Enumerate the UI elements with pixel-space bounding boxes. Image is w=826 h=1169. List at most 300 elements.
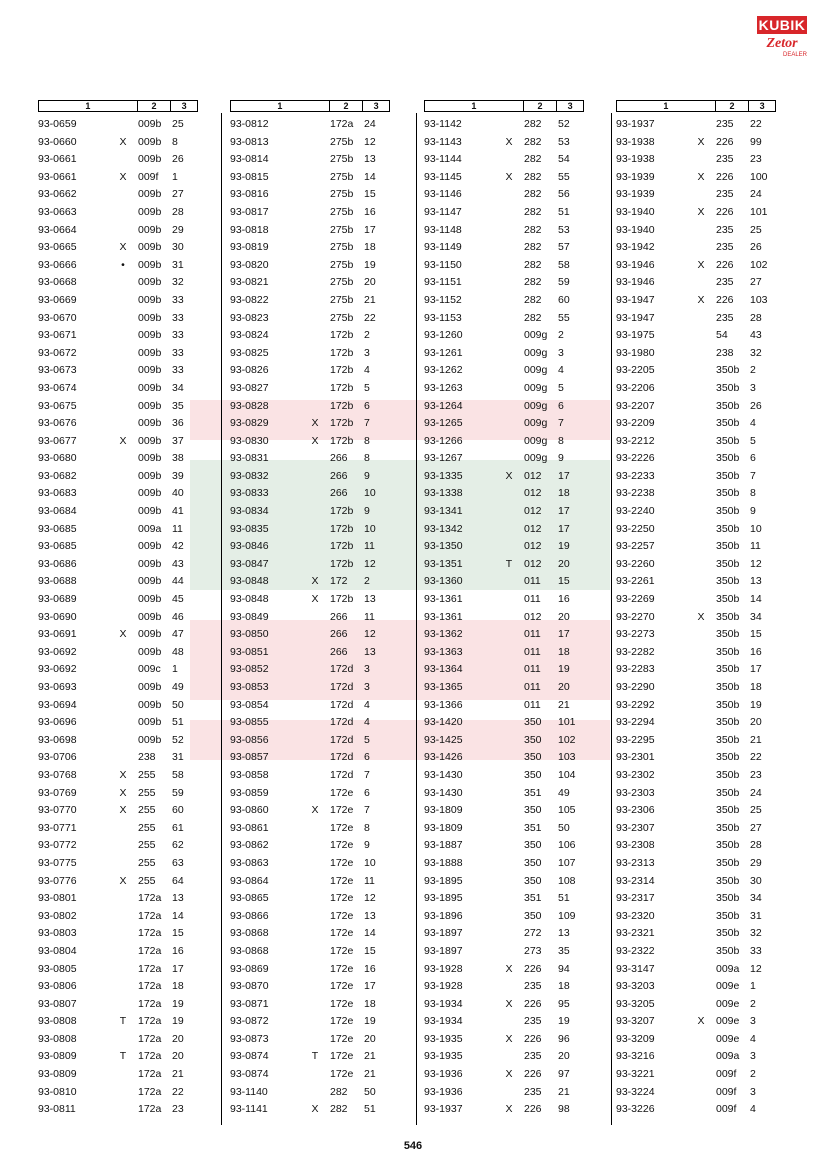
part-number: 93-1143 xyxy=(424,135,462,148)
part-number: 93-1935 xyxy=(424,1032,463,1045)
mark xyxy=(108,556,138,574)
reference: 350b xyxy=(716,892,740,905)
part-number: 93-0862 xyxy=(230,839,269,852)
header-c3: 3 xyxy=(759,101,765,111)
part-number: 93-1895 xyxy=(424,874,463,887)
position: 25 xyxy=(172,118,184,130)
reference: 350b xyxy=(716,610,740,623)
part-number: 93-3205 xyxy=(616,997,655,1010)
table-row xyxy=(616,1031,776,1049)
position: 17 xyxy=(172,962,184,975)
mark xyxy=(108,837,138,855)
mark xyxy=(686,433,716,451)
table-row xyxy=(424,398,584,416)
mark xyxy=(686,538,716,556)
position: 20 xyxy=(750,716,762,729)
reference: 282 xyxy=(524,241,542,254)
table-row xyxy=(616,908,776,926)
mark xyxy=(686,1048,716,1066)
table-row xyxy=(38,345,198,363)
position: 22 xyxy=(750,751,762,764)
reference: 255 xyxy=(138,856,156,869)
position: 101 xyxy=(750,205,768,218)
reference: 235 xyxy=(716,276,734,289)
position: 4 xyxy=(364,364,370,377)
part-number: 93-0822 xyxy=(230,293,269,306)
mark xyxy=(108,609,138,627)
table-row xyxy=(424,1031,584,1049)
position: 52 xyxy=(558,118,570,130)
reference: 351 xyxy=(524,892,542,905)
table-row xyxy=(38,785,198,803)
part-number: 93-0851 xyxy=(230,645,269,658)
part-number: 93-1934 xyxy=(424,1015,463,1028)
reference: 009b xyxy=(138,381,162,394)
reference: 272 xyxy=(524,927,542,940)
table-row xyxy=(38,222,198,240)
position: 98 xyxy=(558,1103,570,1116)
table-row xyxy=(38,961,198,979)
part-number: 93-1928 xyxy=(424,980,463,993)
position: 31 xyxy=(172,258,184,271)
reference: 172e xyxy=(330,1050,354,1063)
mark xyxy=(494,1013,524,1031)
table-row xyxy=(38,996,198,1014)
position: 33 xyxy=(172,311,184,324)
mark: X xyxy=(697,205,705,218)
table-row xyxy=(230,1084,390,1102)
reference: 009b xyxy=(138,698,162,711)
reference: 226 xyxy=(524,997,542,1010)
reference: 226 xyxy=(524,1068,542,1081)
position: 19 xyxy=(750,698,762,711)
reference: 009c xyxy=(138,663,161,676)
position: 106 xyxy=(558,839,576,852)
table-row xyxy=(424,890,584,908)
mark xyxy=(686,837,716,855)
part-number: 93-3224 xyxy=(616,1085,655,1098)
part-number: 93-2209 xyxy=(616,417,655,430)
reference: 172e xyxy=(330,804,354,817)
mark xyxy=(108,415,138,433)
part-number: 93-2290 xyxy=(616,681,655,693)
position: 32 xyxy=(750,927,762,940)
reference: 172a xyxy=(138,1015,162,1028)
position: 58 xyxy=(558,258,570,271)
table-row xyxy=(424,1048,584,1066)
reference: 012 xyxy=(524,557,542,570)
reference: 172e xyxy=(330,1032,354,1045)
table-row xyxy=(616,134,776,152)
table-row xyxy=(230,679,390,697)
reference: 172a xyxy=(330,118,354,130)
mark xyxy=(300,186,330,204)
mark xyxy=(686,380,716,398)
mark xyxy=(494,837,524,855)
position: 12 xyxy=(364,557,376,570)
reference: 009b xyxy=(138,329,162,342)
position: 51 xyxy=(364,1103,376,1116)
reference: 235 xyxy=(716,241,734,254)
position: 103 xyxy=(750,293,768,306)
mark xyxy=(494,345,524,363)
mark xyxy=(686,890,716,908)
part-number: 93-0808 xyxy=(38,1015,77,1028)
position: 33 xyxy=(750,944,762,957)
position: 13 xyxy=(558,927,570,940)
mark xyxy=(108,714,138,732)
mark xyxy=(686,679,716,697)
position: 22 xyxy=(172,1085,184,1098)
part-number: 93-1897 xyxy=(424,944,463,957)
reference: 009b xyxy=(138,153,162,166)
mark xyxy=(494,591,524,609)
part-number: 93-0677 xyxy=(38,434,77,447)
position: 8 xyxy=(364,452,370,465)
part-number: 93-1338 xyxy=(424,487,463,500)
mark xyxy=(686,116,716,134)
position: 24 xyxy=(750,188,762,201)
reference: 350 xyxy=(524,751,542,764)
position: 27 xyxy=(750,821,762,834)
table-row xyxy=(424,345,584,363)
part-number: 93-3209 xyxy=(616,1032,655,1045)
part-number: 93-0768 xyxy=(38,768,77,781)
position: 62 xyxy=(172,839,184,852)
reference: 266 xyxy=(330,628,348,641)
mark xyxy=(108,644,138,662)
position: 2 xyxy=(364,329,370,342)
reference: 350b xyxy=(716,804,740,817)
part-number: 93-0863 xyxy=(230,856,269,869)
table-row xyxy=(616,925,776,943)
table-row xyxy=(424,732,584,750)
table-row xyxy=(424,468,584,486)
part-number: 93-0661 xyxy=(38,153,77,166)
position: 19 xyxy=(172,997,184,1010)
part-number: 93-0868 xyxy=(230,927,269,940)
part-number: 93-1425 xyxy=(424,733,463,746)
table-row xyxy=(38,450,198,468)
reference: 009g xyxy=(524,417,548,430)
part-number: 93-2314 xyxy=(616,874,655,887)
reference: 54 xyxy=(716,329,728,342)
table-row xyxy=(424,820,584,838)
reference: 172b xyxy=(330,522,354,535)
table-row xyxy=(38,169,198,187)
position: 102 xyxy=(750,258,768,271)
part-number: 93-0691 xyxy=(38,628,77,641)
part-number: 93-0849 xyxy=(230,610,269,623)
position: 60 xyxy=(558,293,570,306)
table-row xyxy=(38,398,198,416)
table-row xyxy=(230,116,390,134)
reference: 009b xyxy=(138,540,162,553)
table-row xyxy=(424,802,584,820)
table-row xyxy=(424,626,584,644)
table-row xyxy=(616,116,776,134)
position: 12 xyxy=(364,628,376,641)
part-number: 93-0802 xyxy=(38,909,77,922)
table-row xyxy=(616,398,776,416)
reference: 235 xyxy=(716,223,734,236)
table-row xyxy=(230,292,390,310)
part-number: 93-0828 xyxy=(230,399,269,412)
mark xyxy=(108,1101,138,1119)
mark xyxy=(300,978,330,996)
part-number: 93-0874 xyxy=(230,1050,269,1063)
reference: 011 xyxy=(524,575,541,588)
part-number: 93-0674 xyxy=(38,381,77,394)
table-row xyxy=(424,204,584,222)
mark xyxy=(108,679,138,697)
position: 16 xyxy=(172,944,184,957)
reference: 275b xyxy=(330,170,354,183)
reference: 012 xyxy=(524,522,542,535)
position: 20 xyxy=(364,1032,376,1045)
part-number: 93-2295 xyxy=(616,733,655,746)
part-number: 93-2294 xyxy=(616,716,655,729)
part-number: 93-1947 xyxy=(616,311,655,324)
reference: 172e xyxy=(330,1068,354,1081)
reference: 255 xyxy=(138,874,156,887)
position: 31 xyxy=(172,751,184,764)
reference: 009g xyxy=(524,364,548,377)
reference: 172b xyxy=(330,593,354,606)
position: 16 xyxy=(558,593,570,606)
position: 10 xyxy=(364,856,376,869)
part-number: 93-0706 xyxy=(38,751,77,764)
mark xyxy=(686,327,716,345)
page-number: 546 xyxy=(403,1140,423,1152)
position: 11 xyxy=(364,610,375,623)
part-number: 93-0848 xyxy=(230,593,269,606)
position: 18 xyxy=(750,681,762,693)
header-c2: 2 xyxy=(524,101,558,111)
part-number: 93-0859 xyxy=(230,786,269,799)
reference: 172e xyxy=(330,909,354,922)
mark xyxy=(108,943,138,961)
mark xyxy=(108,362,138,380)
reference: 235 xyxy=(524,1085,542,1098)
reference: 009b xyxy=(138,364,162,377)
reference: 172e xyxy=(330,856,354,869)
reference: 009b xyxy=(138,628,162,641)
position: 20 xyxy=(558,1050,570,1063)
reference: 282 xyxy=(524,258,542,271)
mark xyxy=(300,274,330,292)
reference: 009b xyxy=(138,399,162,412)
position: 21 xyxy=(364,1050,376,1063)
reference: 172e xyxy=(330,962,354,975)
table-row xyxy=(616,151,776,169)
mark xyxy=(300,644,330,662)
reference: 255 xyxy=(138,786,156,799)
mark xyxy=(300,468,330,486)
part-number: 93-2273 xyxy=(616,628,655,641)
reference: 009b xyxy=(138,293,162,306)
part-number: 93-3221 xyxy=(616,1068,655,1081)
table-row xyxy=(616,767,776,785)
mark xyxy=(686,714,716,732)
mark xyxy=(108,398,138,416)
reference: 012 xyxy=(524,487,542,500)
position: 3 xyxy=(558,346,564,359)
position: 15 xyxy=(364,188,376,201)
reference: 350b xyxy=(716,469,740,482)
mark: X xyxy=(697,258,705,271)
table-row xyxy=(424,222,584,240)
table-row xyxy=(230,837,390,855)
column-header xyxy=(616,100,776,112)
table-row xyxy=(424,573,584,591)
reference: 255 xyxy=(138,768,156,781)
reference: 266 xyxy=(330,452,348,465)
position: 107 xyxy=(558,856,576,869)
mark xyxy=(108,450,138,468)
mark xyxy=(686,362,716,380)
mark xyxy=(300,362,330,380)
mark xyxy=(686,855,716,873)
table-row xyxy=(616,485,776,503)
mark xyxy=(300,767,330,785)
mark: T xyxy=(119,1050,127,1063)
part-number: 93-1351 xyxy=(424,557,463,570)
position: 16 xyxy=(364,205,376,218)
reference: 009a xyxy=(138,522,162,535)
position: 13 xyxy=(364,593,376,606)
part-number: 93-0682 xyxy=(38,469,77,482)
table-row xyxy=(616,1066,776,1084)
position: 18 xyxy=(364,241,376,254)
position: 2 xyxy=(558,329,564,342)
mark xyxy=(686,1066,716,1084)
table-row xyxy=(424,433,584,451)
table-row xyxy=(230,222,390,240)
position: 59 xyxy=(558,276,570,289)
position: 9 xyxy=(364,839,370,852)
reference: 009b xyxy=(138,118,162,130)
position: 3 xyxy=(364,663,370,676)
table-row xyxy=(616,697,776,715)
mark: X xyxy=(311,593,319,606)
mark xyxy=(300,538,330,556)
position: 4 xyxy=(750,417,756,430)
part-number: 93-2240 xyxy=(616,505,655,518)
position: 51 xyxy=(558,205,570,218)
table-row xyxy=(230,468,390,486)
part-number: 93-0872 xyxy=(230,1015,269,1028)
reference: 275b xyxy=(330,205,354,218)
mark: X xyxy=(697,610,705,623)
position: 13 xyxy=(364,153,376,166)
table-row xyxy=(230,996,390,1014)
position: 60 xyxy=(172,804,184,817)
reference: 172d xyxy=(330,698,354,711)
reference: 350b xyxy=(716,786,740,799)
table-row xyxy=(424,450,584,468)
position: 53 xyxy=(558,223,570,236)
table-row xyxy=(230,943,390,961)
part-number: 93-0775 xyxy=(38,856,77,869)
table-row xyxy=(424,961,584,979)
mark xyxy=(108,503,138,521)
part-number: 93-0857 xyxy=(230,751,269,764)
reference: 172d xyxy=(330,751,354,764)
reference: 282 xyxy=(524,205,542,218)
part-number: 93-1365 xyxy=(424,681,463,693)
table-row xyxy=(38,327,198,345)
part-number: 93-0688 xyxy=(38,575,77,588)
part-number: 93-0850 xyxy=(230,628,269,641)
position: 15 xyxy=(364,944,376,957)
reference: 350b xyxy=(716,839,740,852)
mark xyxy=(494,855,524,873)
reference: 282 xyxy=(524,135,542,148)
mark xyxy=(108,978,138,996)
table-row xyxy=(616,468,776,486)
reference: 011 xyxy=(524,593,541,606)
reference: 172d xyxy=(330,768,354,781)
position: 2 xyxy=(750,364,756,377)
part-number: 93-0659 xyxy=(38,118,77,130)
mark xyxy=(686,749,716,767)
mark xyxy=(108,908,138,926)
mark xyxy=(108,820,138,838)
position: 4 xyxy=(750,1103,756,1116)
mark xyxy=(686,151,716,169)
part-number: 93-3226 xyxy=(616,1103,655,1116)
table-row xyxy=(616,573,776,591)
part-number: 93-1947 xyxy=(616,293,655,306)
part-number: 93-1426 xyxy=(424,751,463,764)
reference: 009b xyxy=(138,205,162,218)
table-row xyxy=(38,151,198,169)
mark xyxy=(686,732,716,750)
reference: 351 xyxy=(524,821,542,834)
reference: 172e xyxy=(330,1015,354,1028)
part-number: 93-1430 xyxy=(424,768,463,781)
mark xyxy=(494,327,524,345)
part-number: 93-2226 xyxy=(616,452,655,465)
part-number: 93-1147 xyxy=(424,205,462,218)
reference: 282 xyxy=(330,1085,348,1098)
part-number: 93-1266 xyxy=(424,434,463,447)
position: 50 xyxy=(172,698,184,711)
mark xyxy=(686,1031,716,1049)
reference: 350 xyxy=(524,874,542,887)
table-row xyxy=(38,204,198,222)
mark xyxy=(494,609,524,627)
reference: 226 xyxy=(524,1103,542,1116)
part-number: 93-0809 xyxy=(38,1068,77,1081)
part-number: 93-0852 xyxy=(230,663,269,676)
reference: 350b xyxy=(716,452,740,465)
position: 40 xyxy=(172,487,184,500)
reference: 009b xyxy=(138,276,162,289)
position: 19 xyxy=(558,663,570,676)
mark xyxy=(686,996,716,1014)
mark: X xyxy=(119,170,127,183)
position: 51 xyxy=(558,892,570,905)
mark xyxy=(686,1084,716,1102)
position: 25 xyxy=(750,223,762,236)
reference: 350b xyxy=(716,856,740,869)
table-row xyxy=(424,837,584,855)
table-row xyxy=(230,310,390,328)
mark xyxy=(494,186,524,204)
table-row xyxy=(616,996,776,1014)
